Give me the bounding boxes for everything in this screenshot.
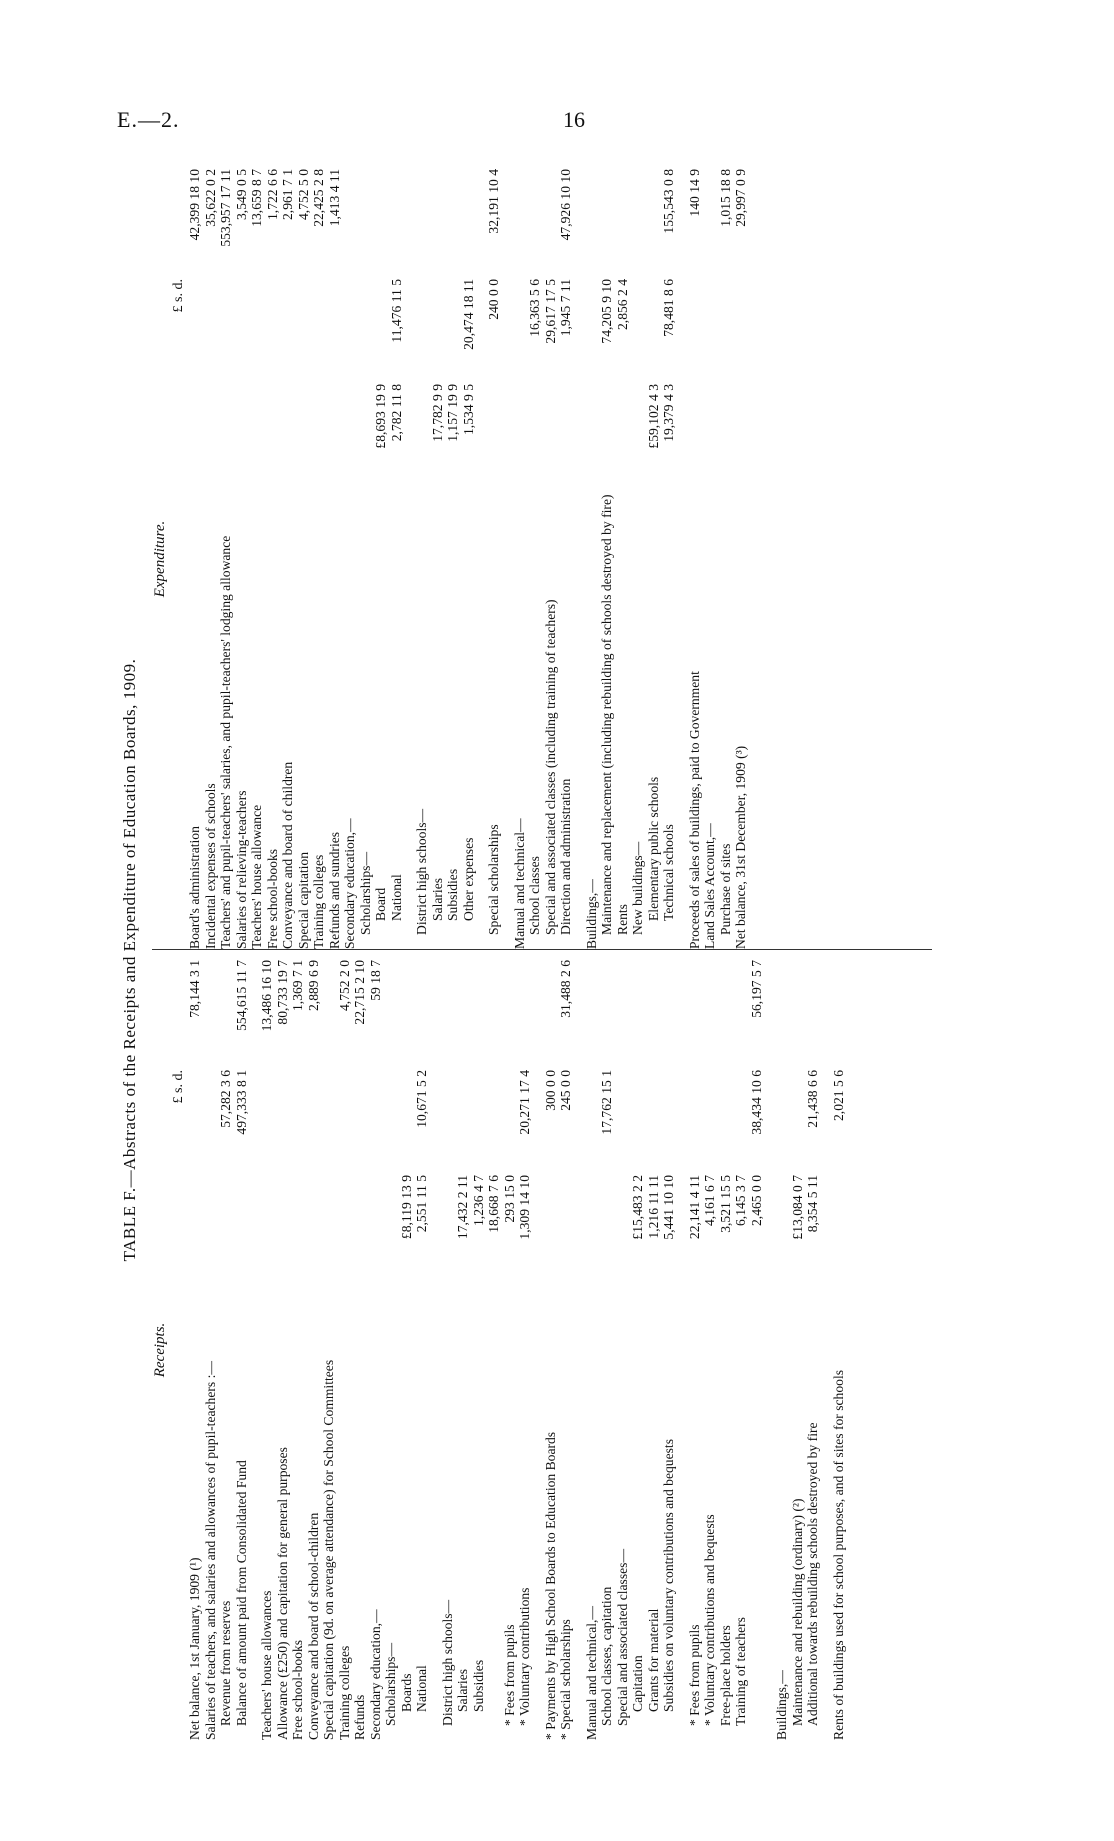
receipts-column [152,960,932,1740]
table-row [306,960,322,1740]
amount-c1: 4,161 6 7 [702,1175,717,1226]
amount-c3: 22,715 2 10 [352,960,367,1025]
amount-c1: 2,465 0 0 [748,1175,764,1226]
table-row [399,960,415,1740]
row-label: Capitation [630,1655,645,1712]
table-row [461,169,477,949]
row-label: Manual and technical— [511,818,527,949]
table-row [455,960,471,1740]
table-row [805,960,821,1740]
amount-c2: 11,476 11 5 [388,279,404,343]
table-row [646,169,662,949]
amount-c3: 42,399 18 10 [187,169,202,241]
table-row [517,960,533,1740]
amount-c2: 2,856 2 4 [614,279,630,330]
row-label: Buildings,— [774,1670,789,1740]
table-row [702,960,718,1740]
row-label: Board [373,887,388,921]
amount-c1: 1,309 14 10 [517,1175,532,1240]
table-row [646,960,662,1740]
table-row [296,169,312,949]
amount-c1: 1,157 19 9 [445,384,460,442]
table-row [584,960,600,1740]
amount-c1: 2,782 11 8 [388,384,404,442]
amount-c1: 18,668 7 6 [486,1175,501,1233]
row-label: Manual and technical,— [583,1606,599,1740]
money-header: £ s. d. [171,1070,186,1104]
table-row [831,960,847,1740]
row-label: Teachers' house allowance [249,804,264,949]
table-row [342,169,358,949]
table-row [630,169,646,949]
row-label: Maintenance and rebuilding (ordinary) (²) [789,1498,805,1726]
expenditure-body [187,169,749,949]
amount-c3: 13,486 16 10 [259,960,274,1032]
table-row [187,169,203,949]
amount-c2: 21,438 6 6 [805,1070,820,1128]
table-row [259,960,275,1740]
table-row [280,169,296,949]
table-row [599,960,615,1740]
amount-c2: 57,282 3 6 [218,1070,233,1128]
amount-c3: 140 14 9 [686,169,702,217]
row-label: School classes, capitation [599,1586,614,1726]
row-label: District high schools— [439,1599,455,1726]
row-label: Teachers' and pupil-teachers' salaries, and pupil-teachers' lodging allowance [218,535,233,949]
row-label: Refunds and sundries [326,831,342,949]
row-label: Special scholarships [486,824,501,935]
row-label: Salaries of relieving-teachers [233,790,249,949]
row-spacer [574,960,584,1740]
row-label: Net balance, 31st December, 1909 (³) [733,745,748,949]
row-label: National [414,1665,429,1712]
table-row [389,169,405,949]
table-row [414,960,430,1740]
row-spacer [533,960,543,1740]
table-row [543,960,559,1740]
row-label: Refunds [352,1694,367,1740]
row-label: Training of teachers [733,1617,748,1726]
table-row [368,960,384,1740]
row-label: Salaries of teachers, and salaries and allowances of pupil-teachers :— [202,1361,218,1740]
row-label: Secondary education,— [367,1609,383,1740]
table-row [445,169,461,949]
amount-c1: £15,483 2 2 [630,1175,645,1240]
row-label: Elementary public schools [645,776,661,921]
amount-c2: 20,474 18 11 [460,279,476,350]
amount-c2: 78,481 8 6 [661,279,676,337]
row-label: Other expenses [460,837,476,921]
amount-c3: 1,015 18 8 [717,169,733,227]
amount-c2: 240 0 0 [486,279,501,320]
amount-c1: £8,119 13 9 [398,1175,414,1240]
row-spacer [476,169,486,949]
amount-c3: 2,889 6 9 [305,960,321,1011]
receipts-body [187,960,846,1740]
amount-c2: 245 0 0 [558,1070,573,1111]
amount-c2: 16,363 5 6 [527,279,542,337]
table-row [383,960,399,1740]
money-header-row [171,169,187,949]
table-row [234,960,250,1740]
row-label: Secondary education,— [342,818,357,949]
table-row [471,960,487,1740]
table-row [358,169,374,949]
row-label: Teachers' house allowances [259,1590,274,1740]
table-row [203,960,219,1740]
row-spacer [249,960,259,1740]
amount-c1: 1,236 4 7 [470,1175,486,1226]
table-row [687,960,703,1740]
row-label: * Voluntary contributions [517,1587,532,1726]
amount-c3: 59 18 7 [367,960,383,1001]
money-header-row [171,960,187,1740]
row-label: * Special scholarships [558,1619,573,1740]
row-label: Allowance (£250) and capitation for general purposes [274,1447,290,1740]
row-label: Salaries [429,877,445,921]
amount-c3: 29,997 0 9 [733,169,748,227]
amount-c3: 31,488 2 6 [558,960,573,1018]
table-row [687,169,703,949]
table-row [373,169,389,949]
amount-c2: 74,205 9 10 [599,279,614,344]
amount-c1: 6,145 3 7 [733,1175,748,1226]
row-spacer [764,960,774,1740]
row-label: Scholarships— [383,1642,398,1726]
row-label: Grants for material [645,1608,661,1712]
amount-c1: 5,441 10 10 [661,1175,676,1240]
row-label: Additional towards rebuilding schools destroyed by fire [805,1422,820,1726]
amount-c3: 1,413 4 11 [326,169,342,227]
amount-c1: 1,534 9 5 [460,384,476,435]
table-row [218,169,234,949]
amount-c3: 80,733 19 7 [274,960,290,1025]
row-label: Incidental expenses of schools [202,783,218,949]
row-label: Net balance, 1st January, 1909 (¹) [187,1557,202,1740]
row-spacer [677,960,687,1740]
table-row [599,169,615,949]
row-label: * Fees from pupils [501,1624,517,1726]
row-label: Special and associated classes (including training of teachers) [542,599,558,935]
row-label: Salaries [455,1668,470,1712]
amount-c2: 20,271 17 4 [517,1070,532,1135]
table-row [249,169,265,949]
amount-c2: 29,617 17 5 [542,279,558,344]
amount-c2: 1,945 7 11 [558,279,573,337]
amount-c3: 553,957 17 11 [218,169,233,247]
table-row [337,960,353,1740]
table-row [352,960,368,1740]
row-label: Special capitation [295,851,311,949]
table-row [327,169,343,949]
amount-c1: 1,216 11 11 [645,1175,661,1239]
table-row [790,960,806,1740]
table-row [615,960,631,1740]
table-row [718,960,734,1740]
row-label: Proceeds of sales of buildings, paid to Government [686,671,702,949]
row-label: Maintenance and replacement (including rebuilding of schools destroyed by fire) [599,494,614,935]
row-label: Land Sales Account,— [702,823,717,949]
row-spacer [677,169,687,949]
page-number: 16 [563,107,585,132]
table-row [486,960,502,1740]
amount-c2: 17,762 15 1 [599,1070,614,1135]
amount-c1: 17,782 9 9 [429,384,445,442]
table-row [414,169,430,949]
amount-c1: 17,432 2 11 [455,1175,470,1240]
row-label: Purchase of sites [717,843,733,935]
table-row [733,169,749,949]
row-label: Free-place holders [717,1625,733,1726]
page-header-code: E.—2. [117,107,180,132]
table-row [558,960,574,1740]
table-row [661,169,677,949]
row-spacer [430,960,440,1740]
row-label: District high schools— [414,808,429,935]
expenditure-column [152,169,932,950]
row-label: Conveyance and board of children [280,761,295,949]
amount-c1: 19,379 4 3 [661,384,676,442]
table-row [512,169,528,949]
table-row [502,960,518,1740]
row-label: Subsidies [445,868,460,921]
row-label: Balance of amount paid from Consolidated Fund [233,1460,249,1726]
amount-c3: 47,926 10 10 [558,169,573,241]
amount-c1: 22,141 4 11 [686,1175,702,1240]
row-label: Direction and administration [558,778,573,935]
table-row [702,169,718,949]
amount-c1: 3,521 15 5 [717,1175,733,1233]
amount-c1: £59,102 4 3 [645,384,661,449]
receipts-title: Receipts. [152,1322,168,1378]
table-row [661,960,677,1740]
table-row [275,960,291,1740]
table-row [321,960,337,1740]
row-label: School classes [527,856,542,935]
amount-c2: 2,021 5 6 [830,1070,846,1121]
table-row [187,960,203,1740]
amount-c3: 2,961 7 1 [280,169,295,220]
table-row [290,960,306,1740]
row-label: * Voluntary contributions and bequests [702,1514,717,1726]
table-row [558,169,574,949]
row-label: * Fees from pupils [686,1624,702,1726]
row-label: Technical schools [661,824,676,921]
row-label: Buildings,— [583,879,599,949]
row-spacer [502,169,512,949]
amount-c2: 10,671 5 2 [414,1070,429,1128]
table-row [218,960,234,1740]
row-label: Subsidies [470,1659,486,1712]
amount-c3: 3,549 0 5 [233,169,249,220]
row-label: Boards [398,1673,414,1712]
table-row [311,169,327,949]
row-spacer [404,169,414,949]
table-row [584,169,600,949]
row-label: Special and associated classes— [614,1548,630,1726]
amount-c3: 1,369 7 1 [290,960,305,1011]
row-label: Subsidies on voluntary contributions and bequests [661,1439,676,1712]
row-label: New buildings— [630,841,645,935]
row-label: Special capitation (9d. on average attendance) for School Committees [321,1359,336,1740]
amount-c3: 78,144 3 1 [187,960,202,1018]
table-row [718,169,734,949]
row-spacer [821,960,831,1740]
row-label: Rents [614,904,630,935]
amount-c3: 32,191 10 4 [486,169,501,234]
table-row [733,960,749,1740]
amount-c2: 38,434 10 6 [748,1070,764,1135]
table-row [430,169,446,949]
table-row [203,169,219,949]
row-spacer [574,169,584,949]
row-label: National [388,874,404,921]
table-row [234,169,250,949]
amount-c2: 300 0 0 [542,1070,558,1111]
amount-c1: 293 15 0 [501,1175,517,1223]
amount-c1: £13,084 0 7 [789,1175,805,1240]
table-row [749,960,765,1740]
row-label: Revenue from reserves [218,1600,233,1726]
table-row [440,960,456,1740]
row-label: Board's administration [187,826,202,949]
amount-c3: 35,622 0 2 [202,169,218,227]
row-label: Rents of buildings used for school purposes, and of sites for schools [830,1369,846,1740]
amount-c3: 155,543 0 8 [661,169,676,234]
expenditure-title: Expenditure. [152,520,168,598]
amount-c1: 2,551 11 5 [414,1175,429,1233]
row-label: Training colleges [311,854,326,949]
amount-c3: 554,615 11 7 [233,960,249,1031]
amount-c1: 8,354 5 11 [805,1175,820,1233]
row-label: Conveyance and board of school-children [305,1512,321,1740]
table-title: TABLE F.—Abstracts of the Receipts and Expenditure of Education Boards, 1909. [120,658,139,1262]
amount-c2: 497,333 8 1 [233,1070,249,1135]
row-label: Free school-books [264,848,280,949]
row-label: * Payments by High School Boards to Education Boards [542,1431,558,1740]
table-row [265,169,281,949]
amount-c1: £8,693 19 9 [373,384,388,449]
table-row [543,169,559,949]
table-row [486,169,502,949]
amount-c3: 4,752 5 0 [295,169,311,220]
table-row [527,169,543,949]
amount-c3: 22,425 2 8 [311,169,326,227]
row-label: Free school-books [290,1639,305,1740]
row-label: Scholarships— [357,851,373,935]
rotated-table [120,169,940,1740]
money-header: £ s. d. [171,279,186,313]
amount-c3: 4,752 2 0 [336,960,352,1011]
amount-c3: 56,197 5 7 [748,960,764,1018]
amount-c3: 1,722 6 6 [264,169,280,220]
amount-c3: 13,659 8 7 [249,169,264,227]
table-row [615,169,631,949]
table-row [630,960,646,1740]
row-label: Training colleges [336,1645,352,1740]
table-row [774,960,790,1740]
